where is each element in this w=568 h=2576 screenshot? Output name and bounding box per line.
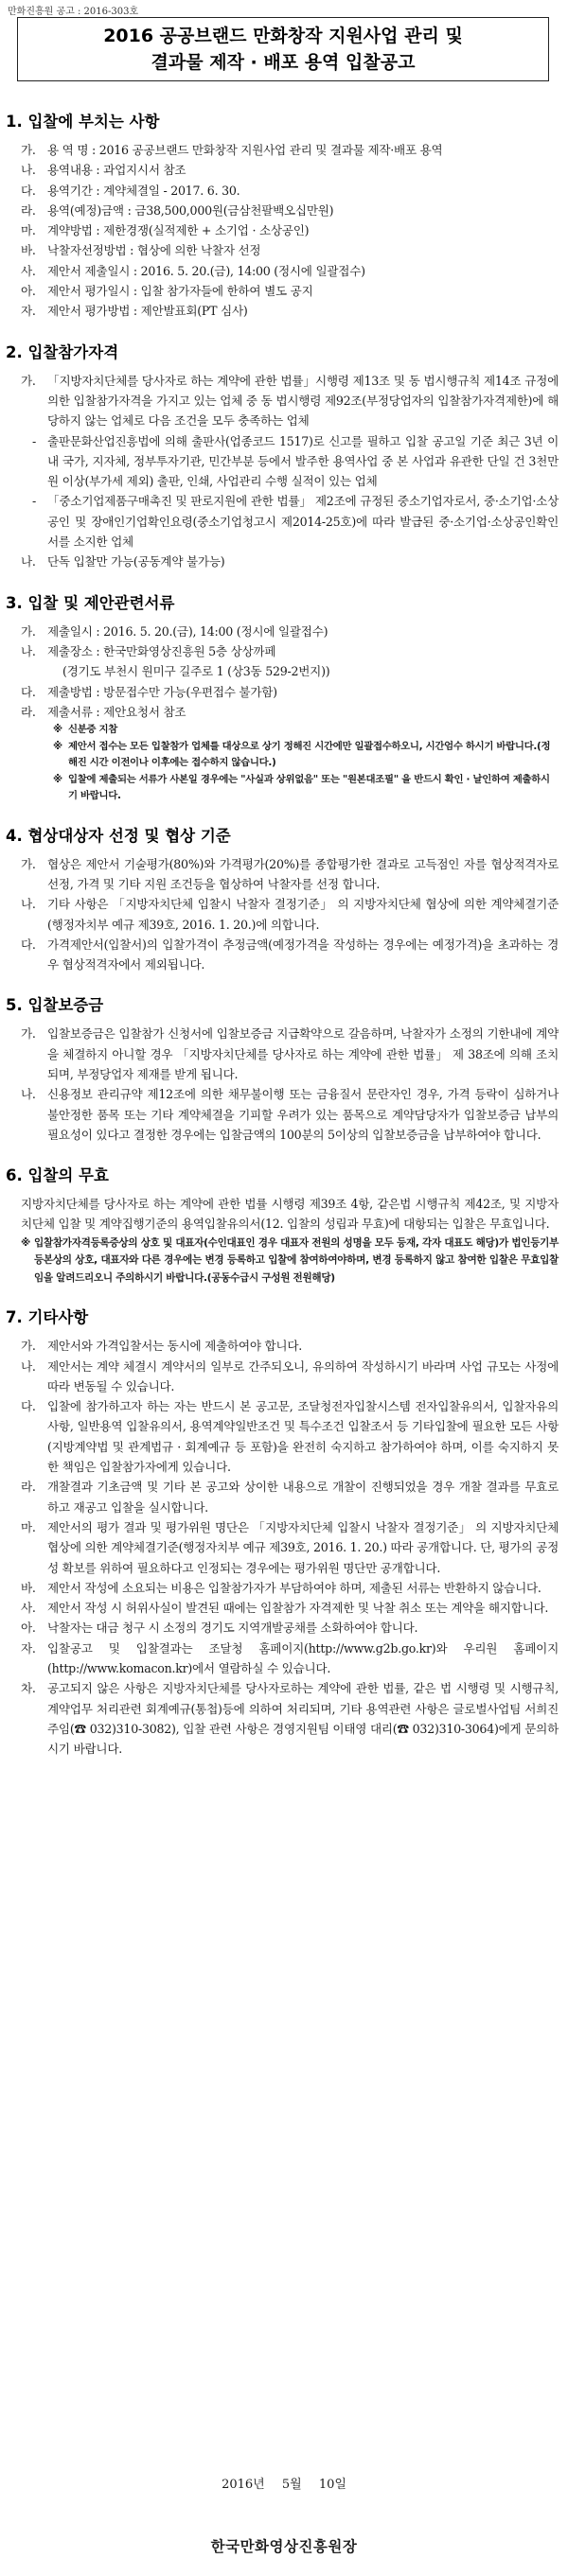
list-marker: 나. — [21, 554, 36, 570]
list-item — [6, 1678, 559, 1759]
section-6 — [6, 1165, 559, 1287]
list-marker: 다. — [21, 684, 36, 699]
notice-note — [6, 772, 559, 805]
title-line-1: 2016 공공브랜드 만화창작 지원사업 관리 및 — [103, 26, 463, 46]
list-text: 출판문화산업진흥법에 의해 출판사(업종코드 1517)로 신고를 필하고 입찰 공고일 기준 최근 3년 이내 국가, 지자체, 정부투자기관, 민간부분 등에서 발주한 용역사업 중 본 사업과 유관한 단일 건 3천만원 이상(부가세 제외) 출판, 인쇄, 사업관리 수행 실적이 있는 업체 — [47, 433, 559, 489]
list-item — [6, 1618, 559, 1638]
list-marker: ※ — [21, 1236, 30, 1249]
list-marker: 나. — [21, 897, 36, 912]
list-text: 제출일시 : 2016. 5. 20.(금), 14:00 (정시에 일괄접수) — [47, 623, 328, 639]
section-1 — [6, 112, 559, 322]
list-text: 가격제안서(입찰서)의 입찰가격이 추정금액(예정가격을 작성하는 경우에는 예정가격)을 초과하는 경우 협상적격자에서 제외됩니다. — [47, 937, 559, 973]
list-item — [6, 160, 559, 180]
issuer-name: 한국만화영상진흥원장 — [210, 2537, 358, 2555]
list-marker: 다. — [21, 937, 36, 952]
list-item — [6, 641, 559, 661]
list-marker: 아. — [21, 284, 36, 299]
list-text: 제출방법 : 방문접수만 가능(우편접수 불가함) — [47, 684, 277, 699]
list-item — [6, 240, 559, 260]
list-item — [6, 1396, 559, 1477]
list-marker: 가. — [21, 143, 36, 157]
sub-list-item — [6, 431, 559, 492]
section-heading: 7. 기타사항 — [6, 1308, 89, 1327]
list-item — [6, 261, 559, 281]
list-item — [6, 935, 559, 975]
list-text: 제안서 접수는 모든 입찰참가 업체를 대상으로 상기 정해진 시간에만 일괄접수하오니, 시간엄수 하시기 바랍니다.(정해진 시간 이전이나 이후에는 접수하지 않습니다.) — [68, 740, 551, 769]
list-marker: 사. — [21, 263, 36, 278]
notice-number: 만화진흥원 공고 : 2016-303호 — [8, 7, 139, 17]
section-heading: 2. 입찰참가자격 — [6, 342, 119, 361]
list-text: 제출서류 : 제안요청서 참조 — [47, 704, 186, 719]
list-text: 신용정보 관리규약 제12조에 의한 채무불이행 또는 금융질서 문란자인 경우, 가격 등락이 심하거나 불안정한 품목 또는 기타 계약체결을 기피할 우려가 있는 품목으로 계약담당자가 입찰보증금 납부의 필요성이 있다고 결정한 경우에는 입찰금액의 100분의 5이상의 입찰보증금을 납부하여야 합니다. — [47, 1087, 559, 1142]
list-text: 제안서 작성 시 허위사실이 발견된 때에는 입찰참가 자격제한 및 낙찰 취소 또는 계약을 해지합니다. — [47, 1601, 549, 1616]
list-text: 용역내용 : 과업지시서 참조 — [47, 163, 186, 178]
list-marker: 라. — [21, 1480, 36, 1495]
list-item — [6, 371, 559, 431]
notice-note — [6, 1235, 559, 1288]
paragraph: 지방자치단체를 당사자로 하는 계약에 관한 법률 시행령 제39조 4항, 같은법 시행규칙 제42조, 및 지방자치단체 입찰 및 계약집행기준의 용역입찰유의서(12. 입찰의 성립과 무효)에 대항되는 입찰은 무효입니다. — [21, 1197, 559, 1232]
list-marker: 마. — [21, 223, 36, 238]
list-text: 입찰에 참가하고자 하는 자는 반드시 본 공고문, 조달청전자입찰시스템 전자입찰유의서, 입찰자유의사항, 일반용역 입찰유의서, 용역계약일반조건 및 특수조건 입찰조서 등 기타입찰에 필요한 모든 사항(지방계약법 및 관계법규 · 회계예규 등 포함)을 완전히 숙지하고 참가하여야 하며, 이를 숙지하지 못한 책임은 입찰참가자에게 있습니다. — [47, 1399, 559, 1475]
list-text: 제안서 평가일시 : 입찰 참가자들에 한하여 별도 공지 — [47, 284, 313, 299]
list-item — [6, 1477, 559, 1517]
list-item-continuation: (경기도 부천시 원미구 길주로 1 (상3동 529-2번지)) — [62, 664, 330, 679]
list-marker: 다. — [21, 1399, 36, 1414]
list-text: 단독 입찰만 가능(공동계약 불가능) — [47, 554, 225, 570]
list-marker: 라. — [21, 704, 36, 719]
list-marker: 나. — [21, 1087, 36, 1102]
list-item — [6, 201, 559, 220]
section-heading: 5. 입찰보증금 — [6, 996, 104, 1015]
list-marker: 가. — [21, 373, 36, 388]
list-text: 입찰공고 및 입찰결과는 조달청 홈페이지(http://www.g2b.go.kr)와 우리원 홈페이지(http://www.komacon.kr)에서 열람하실 수 있습니다. — [47, 1640, 559, 1676]
list-marker: 자. — [21, 1640, 36, 1656]
list-marker: - — [32, 433, 37, 448]
list-item — [6, 1024, 559, 1084]
list-marker: ※ — [53, 724, 62, 736]
list-marker: 나. — [21, 163, 36, 178]
list-text: 용 역 명 : 2016 공공브랜드 만화창작 지원사업 관리 및 결과물 제작·배포 용역 — [47, 143, 443, 157]
title-line-2: 결과물 제작 · 배포 용역 입찰공고 — [151, 52, 416, 73]
list-marker: 가. — [21, 856, 36, 871]
list-marker: 자. — [21, 304, 36, 319]
section-3 — [6, 593, 559, 805]
list-item — [6, 622, 559, 641]
list-item — [6, 301, 559, 321]
section-heading: 4. 협상대상자 선정 및 협상 기준 — [6, 826, 231, 845]
list-item — [6, 140, 559, 160]
list-marker: - — [32, 494, 37, 509]
section-heading: 3. 입찰 및 제안관련서류 — [6, 593, 175, 612]
section-7 — [6, 1307, 559, 1759]
list-marker: 가. — [21, 1026, 36, 1042]
list-text: 입찰보증금은 입찰참가 신청서에 입찰보증금 지급확약으로 갈음하며, 낙찰자가 소정의 기한내에 계약을 체결하지 아니할 경우 「지방자치단체를 당사자로 하는 계약에 관한 법률」 제 38조에 의해 조치되며, 부정당업자 제재를 받게 됩니다. — [47, 1026, 559, 1081]
section-heading: 1. 입찰에 부치는 사항 — [6, 113, 160, 131]
title-box — [17, 17, 549, 81]
list-item — [6, 1598, 559, 1618]
list-item — [6, 281, 559, 301]
list-text: 제출장소 : 한국만화영상진흥원 5층 상상까페 — [47, 643, 276, 658]
list-item — [6, 552, 559, 571]
list-marker: 아. — [21, 1621, 36, 1636]
list-text: 제안서의 평가 결과 및 평가위원 명단은 「지방자치단체 입찰시 낙찰자 결정기준」 의 지방자치단체 협상에 의한 계약체결기준(행정자치부 예규 제39호, 2016. 1. 20.) 따라 공개합니다. 단, 평가의 공정성 확보를 위하여 필요하다고 인정되는 경우에는 평가위원 명단만 공개합니다. — [47, 1519, 559, 1575]
section-4 — [6, 826, 559, 975]
section-5 — [6, 995, 559, 1145]
list-item — [6, 894, 559, 935]
list-marker: 마. — [21, 1519, 36, 1534]
list-text: 용역기간 : 계약체결일 - 2017. 6. 30. — [47, 183, 240, 198]
list-text: 제안서는 계약 체결시 계약서의 일부로 간주되오니, 유의하여 작성하시기 바라며 사업 규모는 사정에 따라 변동될 수 있습니다. — [47, 1358, 559, 1393]
list-item — [6, 682, 559, 702]
list-text: 용역(예정)금액 : 금38,500,000원(금삼천팔백오십만원) — [47, 202, 334, 218]
list-item — [6, 181, 559, 201]
list-text: 「지방자치단체를 당사자로 하는 계약에 관한 법률」시행령 제13조 및 동 법시행규칙 제14조 규정에 의한 입찰참가자격을 가지고 있는 업체 중 동 법시행령 제92조(부정당업자의 입찰참가자격제한)에 해당하지 않는 업체로 다음 조건을 모두 충족하는 업체 — [47, 373, 559, 429]
list-item — [6, 1517, 559, 1578]
section-heading: 6. 입찰의 무효 — [6, 1166, 109, 1185]
list-text: 낙찰자는 대금 청구 시 소정의 경기도 지역개발공채를 소화하여야 합니다. — [47, 1621, 418, 1636]
sub-list-item — [6, 491, 559, 552]
list-item — [6, 854, 559, 895]
list-text: 제안서 평가방법 : 제안발표회(PT 심사) — [47, 304, 248, 319]
list-text: 입찰참가자격등록증상의 상호 및 대표자(수인대표인 경우 대표자 전원의 성명을 모두 등재, 각자 대표도 해당)가 법인등기부등본상의 상호, 대표자와 다른 경우에는 변경 등록하고 입찰에 참여하여야하며, 변경 등록하지 않고 참여한 입찰은 무효입찰임을 알려드리오니 주의하시기 바랍니다.(공동수급시 구성원 전원해당) — [34, 1236, 559, 1284]
list-marker: 라. — [21, 202, 36, 218]
list-text: 제안서와 가격입찰서는 동시에 제출하여야 합니다. — [47, 1339, 302, 1354]
list-item — [6, 1638, 559, 1679]
list-text: 제안서 작성에 소요되는 비용은 입찰참가자가 부담하여야 하며, 제출된 서류는 반환하지 않습니다. — [47, 1580, 541, 1595]
list-text: 공고되지 않은 사항은 지방자치단체를 당사자로하는 계약에 관한 법률, 같은 법 시행령 및 시행규칙, 계약업무 처리관련 회계예규(통첩)등에 의하여 처리되며, 기타 용역관련 사항은 글로벌사업팀 서희진 주임(☎ 032)310-3082), 입찰 관련 사항은 경영지원팀 이태영 대리(☎ 032)310-3064)에게 문의하시기 바랍니다. — [47, 1681, 559, 1757]
list-marker: 가. — [21, 1339, 36, 1354]
list-marker: 사. — [21, 1601, 36, 1616]
list-text: 낙찰자선정방법 : 협상에 의한 낙찰자 선정 — [47, 243, 261, 258]
list-marker: 다. — [21, 183, 36, 198]
section-2 — [6, 342, 559, 572]
list-marker: 나. — [21, 643, 36, 658]
notice-date: 2016년 5월 10일 — [222, 2478, 346, 2492]
list-text: 개찰결과 기초금액 및 기타 본 공고와 상이한 내용으로 개찰이 진행되었을 경우 개찰 결과를 무효로 하고 재공고 입찰을 실시합니다. — [47, 1480, 559, 1515]
list-marker: ※ — [53, 740, 62, 752]
list-text: 기타 사항은 「지방자치단체 입찰시 낙찰자 결정기준」 의 지방자치단체 협상에 의한 계약체결기준(행정자치부 예규 제39호, 2016. 1. 20.)에 의합니다. — [47, 897, 559, 932]
list-text: 협상은 제안서 기술평가(80%)와 가격평가(20%)를 종합평가한 결과로 고득점인 자를 협상적격자로 선정, 가격 및 기타 지원 조건등을 협상하여 낙찰자를 선정 합니다. — [47, 856, 559, 891]
list-marker: 가. — [21, 623, 36, 639]
notice-note — [6, 722, 559, 739]
list-text: 입찰에 제출되는 서류가 사본일 경우에는 "사실과 상위없음" 또는 "원본대조필" 을 반드시 확인 · 날인하여 제출하시기 바랍니다. — [68, 773, 550, 802]
list-text: 제안서 제출일시 : 2016. 5. 20.(금), 14:00 (정시에 일괄접수) — [47, 263, 365, 278]
list-text: 「중소기업제품구매촉진 및 판로지원에 관한 법률」 제2조에 규정된 중소기업자로서, 중·소기업·소상공인 및 장애인기업확인요령(중소기업청고시 제2014-25호)에 따라 발급된 중·소기업·소상공인확인서를 소지한 업체 — [47, 494, 559, 550]
list-marker: 나. — [21, 1358, 36, 1374]
list-item — [6, 702, 559, 722]
notice-note — [6, 739, 559, 772]
list-text: 계약방법 : 제한경쟁(실적제한 + 소기업 · 소상공인) — [47, 223, 310, 238]
list-marker: ※ — [53, 773, 62, 785]
list-item — [6, 1084, 559, 1145]
list-item — [6, 1578, 559, 1598]
list-marker: 차. — [21, 1681, 36, 1696]
list-item — [6, 1336, 559, 1356]
list-marker: 바. — [21, 1580, 36, 1595]
list-item — [6, 220, 559, 240]
notice-body — [6, 112, 559, 1780]
list-item — [6, 1357, 559, 1397]
list-text: 신분증 지참 — [68, 724, 118, 736]
list-marker: 바. — [21, 243, 36, 258]
